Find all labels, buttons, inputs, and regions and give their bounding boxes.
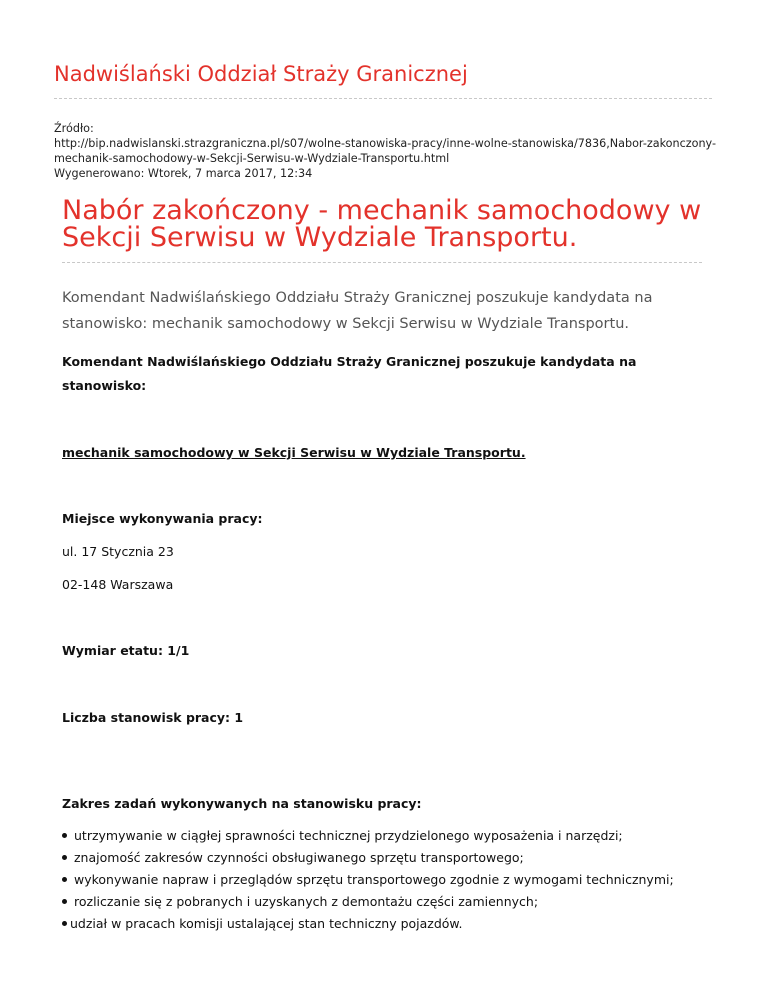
duties-list [62, 825, 674, 935]
positions-count: Liczba stanowisk pracy: 1 [62, 710, 244, 725]
article-lead [62, 285, 712, 337]
duty-text: znajomość zakresów czynności obsługiwanego sprzętu transportowego; [74, 850, 524, 865]
address-city: 02-148 Warszawa [62, 577, 174, 592]
article-title [62, 197, 702, 251]
article-title-line-1: Nabór zakończony - mechanik samochodowy w [62, 195, 702, 226]
list-item [62, 825, 674, 847]
bullet-icon [62, 877, 67, 882]
workplace-heading: Miejsce wykonywania pracy: [62, 511, 263, 526]
lead-line-1: Komendant Nadwiślańskiego Oddziału Straży Granicznej poszukuje kandydata na [62, 290, 653, 306]
bullet-icon [62, 899, 67, 904]
position-title: mechanik samochodowy w Sekcji Serwisu w Wydziale Transportu. [62, 445, 526, 460]
bullet-icon [62, 833, 67, 838]
article-title-line-2: Sekcji Serwisu w Wydziale Transportu. [62, 222, 578, 253]
duty-text: wykonywanie napraw i przeglądów sprzętu transportowego zgodnie z wymogami technicznymi; [74, 872, 674, 887]
duty-text: rozliczanie się z pobranych i uzyskanych z demontażu części zamiennych; [74, 894, 539, 909]
bullet-icon [62, 921, 67, 926]
list-item [62, 891, 674, 913]
source-url-line-2: mechanik-samochodowy-w-Sekcji-Serwisu-w-Wydziale-Transportu.html [54, 152, 450, 165]
bullet-icon [62, 855, 67, 860]
source-url-line-1: http://bip.nadwislanski.strazgraniczna.pl/s07/wolne-stanowiska-pracy/inne-wolne-stanowiska/7836,Nabor-zakonczony- [54, 137, 717, 150]
site-title: Nadwiślański Oddział Straży Granicznej [54, 62, 468, 86]
generated-date: Wygenerowano: Wtorek, 7 marca 2017, 12:34 [54, 167, 313, 180]
list-item [62, 869, 674, 891]
source-meta [54, 121, 724, 181]
intro-line-1: Komendant Nadwiślańskiego Oddziału Straży Granicznej poszukuje kandydata na [62, 354, 637, 369]
duties-heading: Zakres zadań wykonywanych na stanowisku pracy: [62, 796, 422, 811]
title-divider [62, 262, 702, 263]
duty-text: udział w pracach komisji ustalającej stan techniczny pojazdów. [70, 916, 463, 931]
duty-text: utrzymywanie w ciągłej sprawności technicznej przydzielonego wyposażenia i narzędzi; [74, 828, 623, 843]
source-label: Źródło: [54, 122, 94, 135]
employment-rate: Wymiar etatu: 1/1 [62, 643, 190, 658]
address-street: ul. 17 Stycznia 23 [62, 544, 174, 559]
list-item [62, 847, 674, 869]
lead-line-2: stanowisko: mechanik samochodowy w Sekcji Serwisu w Wydziale Transportu. [62, 316, 630, 332]
intro-line-2: stanowisko: [62, 378, 147, 393]
list-item [62, 913, 674, 935]
header-divider [54, 98, 712, 99]
